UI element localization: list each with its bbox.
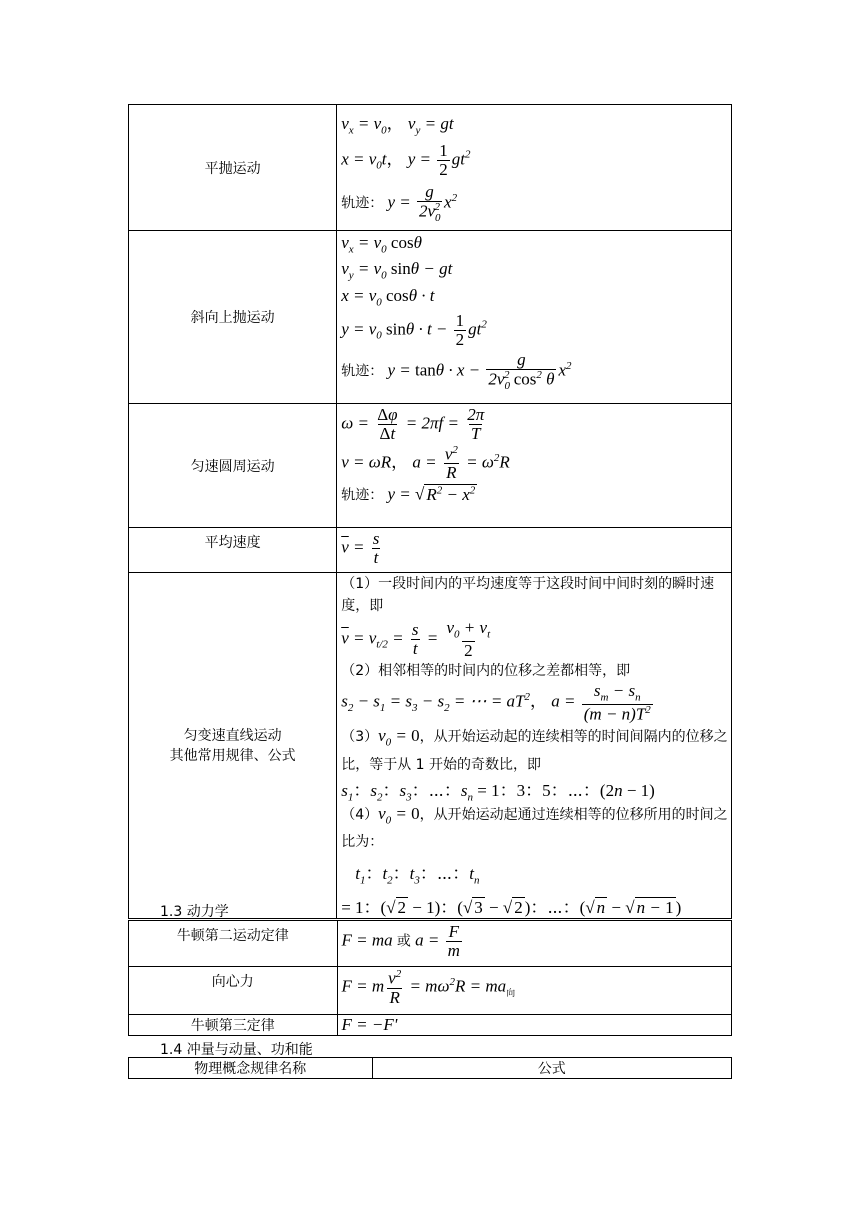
row-name-line1: 匀变速直线运动 (183, 728, 282, 745)
row-name-line2: 其他常用规律、公式 (169, 748, 296, 765)
kinematics-table (128, 104, 732, 919)
or-connector: 或 (396, 933, 411, 950)
formula-newton-third: F = −F' (337, 1015, 731, 1036)
formula-projectile: $v_x = v_0$， $v_y$ = gt $x = v_0t$， y = $\frac{1}{2}$ $gt^2$ 轨迹： y = $\frac{g}{2v_0^2}$ $x^2$ (337, 105, 732, 231)
header-concept-name: 物理概念规律名称 (129, 1058, 373, 1079)
rule-4-text: ，从开始运动起通过连续相等的位移所用的时间之比为： (341, 807, 728, 851)
centripetal-subscript: 向 (506, 988, 516, 999)
section-heading-dynamics: 1.3 动力学 (160, 904, 229, 920)
rule-3-prefix: （3） (341, 729, 379, 746)
header-formula: 公式 (372, 1058, 731, 1079)
row-name-newton-second: 牛顿第二运动定律 (129, 921, 338, 967)
formula-centripetal: F = m $\frac{v^2}{R}$ = $m\omega^2R = ma_向$ (337, 967, 731, 1015)
row-name-average-velocity: 平均速度 (129, 528, 337, 573)
row-name-uniform-acceleration (129, 573, 337, 919)
trajectory-label: 轨迹： (341, 195, 384, 212)
rule-2-text: （2）相邻相等的时间内的位移之差都相等，即 (341, 662, 631, 679)
formula-uniform-acceleration: （1）一段时间内的平均速度等于这段时间中间时刻的瞬时速度，即 $\overline{v} = v_{t/2}$ = $\frac{s}{t}$ = $\frac{v_0 + v_t}{2}$ （2）相邻相等的时间内的位移之差都相等，即 $s_2 - s_1 = s_3 - s_2$ = ⋯ = $aT^2$， a = $\frac{s_m - s_n}{(m - n)T^2}$ $(3)v_0 = 0$，从开始运动起的连续相等的时间间隔内的位移之比，等于从 1 开始的奇数比，即 $s_1$：$s_2$：$s_3$：⋯：$s_n = 1$：3：5：⋯：(2n − 1) $(4)v_0 = 0$，从开始运动起通过连续相等的位移所用的时间之比为： $t_1$：$t_2$：$t_3$：⋯：$t_n$ = 1：(√ 2 − 1)：(√ 3 − √ 2 )：⋯：(√ n − √ n − 1 ) (337, 573, 732, 919)
row-name-circular: 匀速圆周运动 (129, 404, 337, 528)
rule-4-prefix: （4） (341, 807, 379, 823)
trajectory-label: 轨迹： (341, 487, 384, 504)
rule-3-text: ，从开始运动起的连续相等的时间间隔内的位移之比，等于从 1 开始的奇数比，即 (341, 729, 728, 773)
dynamics-table (128, 920, 732, 1036)
trajectory-label: 轨迹： (341, 363, 384, 380)
row-name-newton-third: 牛顿第三定律 (129, 1015, 338, 1036)
section-heading-momentum-energy: 1.4 冲量与动量、功和能 (160, 1042, 313, 1058)
rule-1-text: （1）一段时间内的平均速度等于这段时间中间时刻的瞬时速度，即 (341, 576, 715, 614)
row-name-projectile: 平抛运动 (129, 105, 337, 231)
formula-newton-second: F = ma 或 a = $\frac{F}{m}$ (337, 921, 731, 967)
momentum-energy-table (128, 1057, 732, 1079)
row-name-oblique: 斜向上抛运动 (129, 231, 337, 404)
formula-oblique: $v_x = v_0$ cosθ $v_y = v_0$ sinθ − gt $x = v_0$ cosθ · t $y = v_0$ sinθ · t − $\frac{1}{2}$ $gt^2$ 轨迹： y = tanθ · x − $\frac{g}{2v_0^2 \cos^2 \theta}$ $x^2$ (337, 231, 732, 404)
formula-average-velocity: $\overline{v}$ = $\frac{s}{t}$ (337, 528, 732, 573)
row-name-centripetal: 向心力 (129, 967, 338, 1015)
formula-circular: ω = $\frac{\Delta\varphi}{\Delta t}$ = 2πf = $\frac{2\pi}{T}$ v = ωR， a = $\frac{v^2}{R}$ = $\omega^2R$ 轨迹： y = √ $R^2 - x^2$ (337, 404, 732, 528)
